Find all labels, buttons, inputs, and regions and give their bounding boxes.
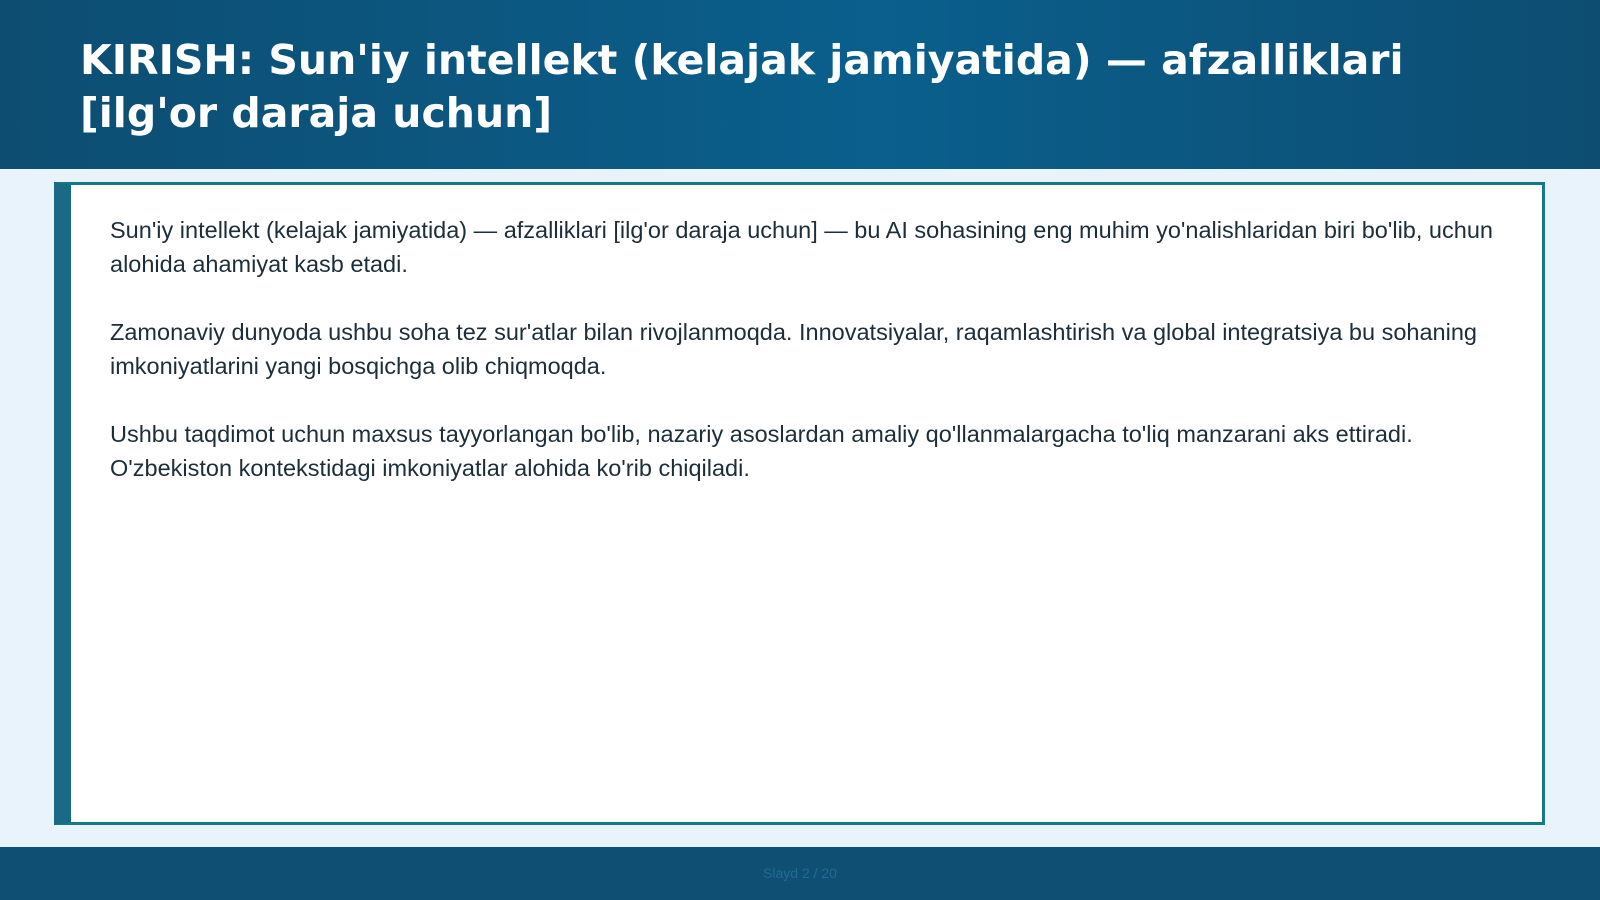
content-text bbox=[110, 213, 1510, 519]
slide-header bbox=[0, 0, 1600, 169]
content-card bbox=[54, 182, 1545, 825]
development-paragraph: Zamonaviy dunyoda ushbu soha tez sur'atlar bilan rivojlanmoqda. Innovatsiyalar, raqamlashtirish va global integratsiya bu sohaning imkoniyatlarini yangi bosqichga olib chiqmoqda. bbox=[110, 319, 1477, 379]
presentation-paragraph: Ushbu taqdimot uchun maxsus tayyorlangan bo'lib, nazariy asoslardan amaliy qo'llanmalargacha to'liq manzarani aks ettiradi. O'zbekiston kontekstidagi imkoniyatlar alohida ko'rib chiqiladi. bbox=[110, 421, 1413, 481]
slide-number: Slayd 2 / 20 bbox=[763, 865, 837, 881]
slide-footer bbox=[0, 847, 1600, 900]
intro-paragraph: Sun'iy intellekt (kelajak jamiyatida) — afzalliklari [ilg'or daraja uchun] — bu AI sohasining eng muhim yo'nalishlaridan biri bo'lib, uchun alohida ahamiyat kasb etadi. bbox=[110, 217, 1493, 277]
slide-title: KIRISH: Sun'iy intellekt (kelajak jamiyatida) — afzalliklari [ilg'or daraja uchun] bbox=[80, 36, 1404, 137]
